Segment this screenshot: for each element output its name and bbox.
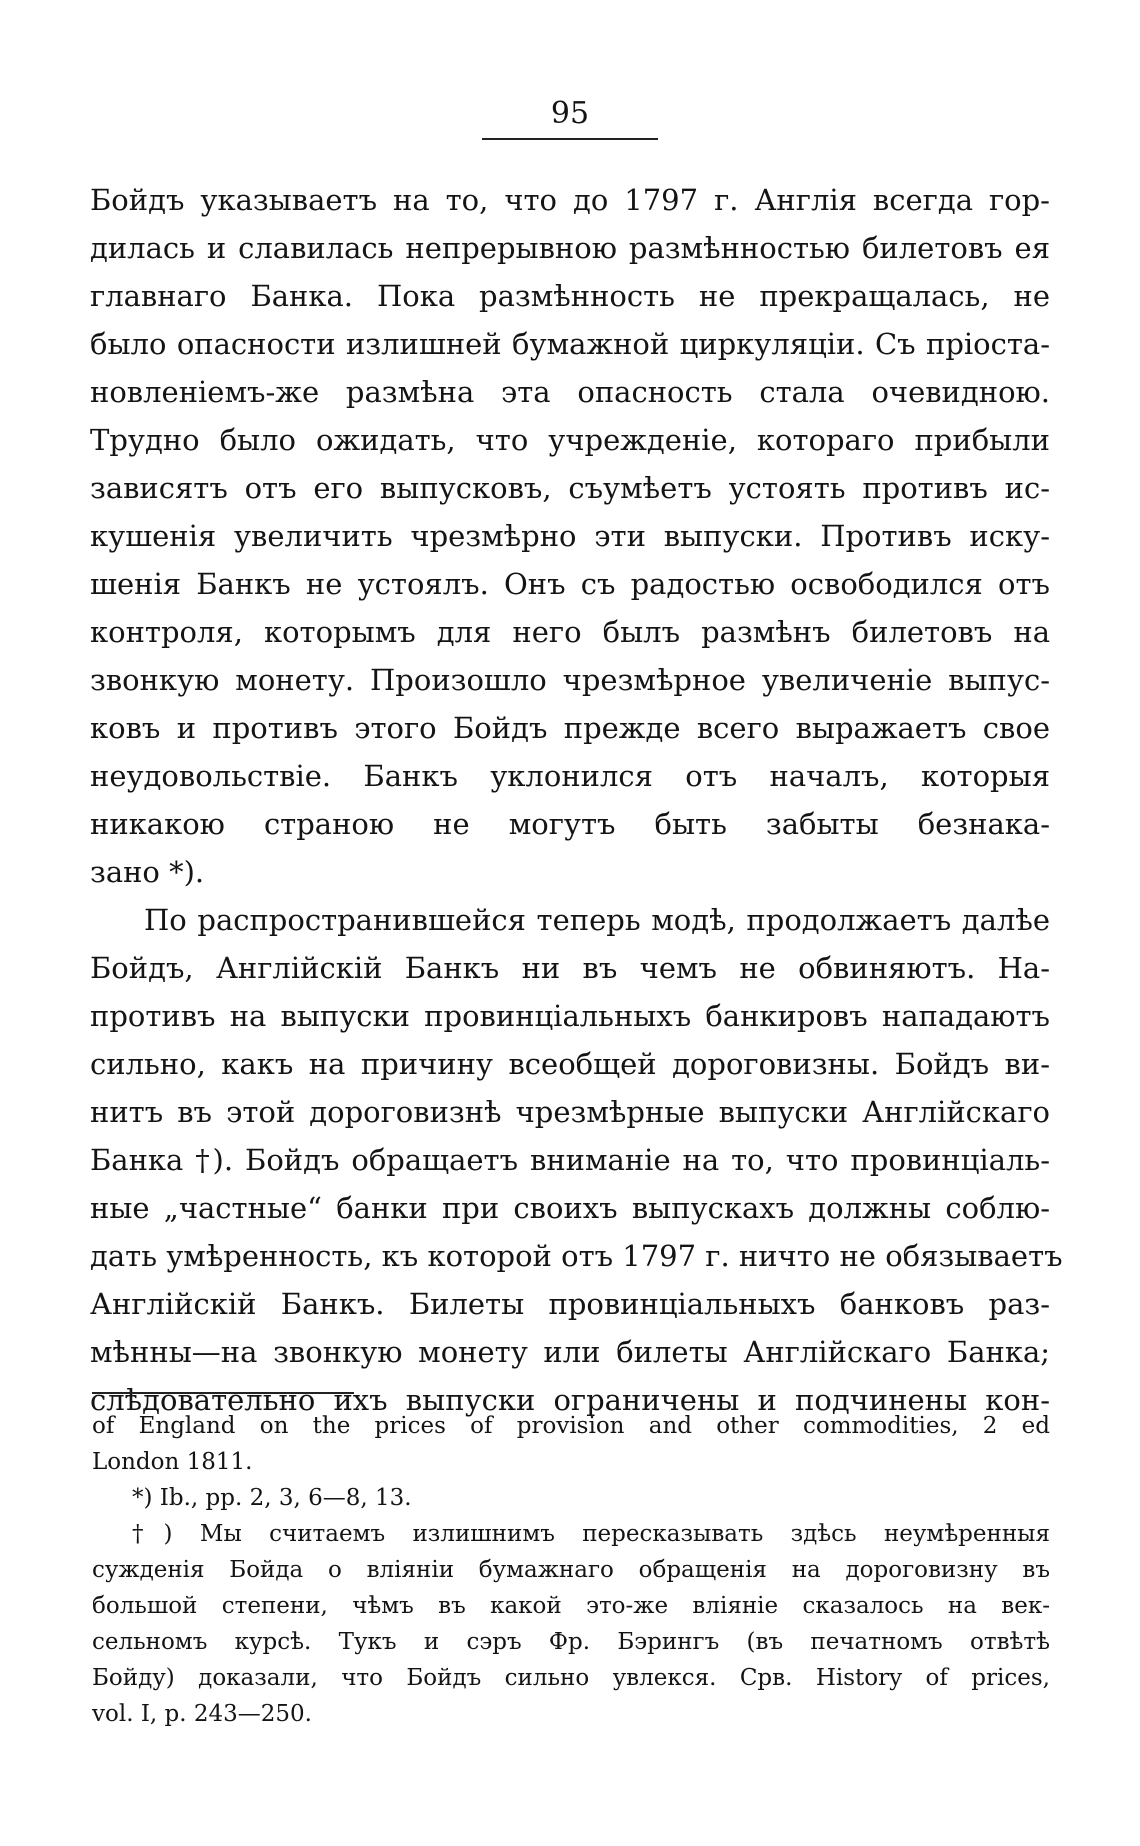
text-line: Трудно было ожидать, что учрежденіе, котораго прибыли xyxy=(90,423,1050,457)
text-line: новленіемъ-же размѣна эта опасность стала очевидною. xyxy=(90,375,1050,409)
text-line: ные „частные“ банки при своихъ выпускахъ должны соблю- xyxy=(90,1191,1050,1225)
footnote-separator xyxy=(92,1392,354,1394)
footnote-line: of England on the prices of provision and other commodities, 2 ed xyxy=(92,1413,1050,1439)
footnote-line: vol. I, p. 243—250. xyxy=(92,1701,312,1727)
header-rule xyxy=(482,138,658,140)
text-line: ковъ и противъ этого Бойдъ прежде всего выражаетъ свое xyxy=(90,711,1050,745)
text-line: Англійскій Банкъ. Билеты провинціальныхъ банковъ раз- xyxy=(90,1287,1050,1321)
text-line: Банка †). Бойдъ обращаетъ вниманіе на то, что провинціаль- xyxy=(90,1143,1050,1177)
main-text xyxy=(90,176,1063,1424)
text-line: противъ на выпуски провинціальныхъ банкировъ нападаютъ xyxy=(90,999,1050,1033)
footnote-line: †) Мы считаемъ излишнимъ пересказывать здѣсь неумѣренныя xyxy=(132,1521,1050,1547)
text-line: шенія Банкъ не устоялъ. Онъ съ радостью освободился отъ xyxy=(90,567,1050,601)
text-line: главнаго Банка. Пока размѣнность не прекращалась, не xyxy=(90,279,1050,313)
text-line: кушенія увеличить чрезмѣрно эти выпуски. Противъ иску- xyxy=(90,519,1050,553)
text-line: Бойдъ, Англійскій Банкъ ни въ чемъ не обвиняютъ. На- xyxy=(90,951,1050,985)
text-line: дилась и славилась непрерывною размѣнностью билетовъ ея xyxy=(90,231,1050,265)
page-number: 95 xyxy=(550,96,590,131)
text-line: контроля, которымъ для него былъ размѣнъ билетовъ на xyxy=(90,615,1050,649)
text-line: слѣдовательно ихъ выпуски ограничены и подчинены кон- xyxy=(90,1383,1050,1417)
footnote-line: сужденія Бойда о вліяніи бумажнаго обращенія на дороговизну въ xyxy=(92,1557,1050,1583)
text-line: сильно, какъ на причину всеобщей дороговизны. Бойдъ ви- xyxy=(90,1047,1050,1081)
footnotes xyxy=(92,1408,1050,1732)
text-line: нитъ въ этой дороговизнѣ чрезмѣрные выпуски Англійскаго xyxy=(90,1095,1050,1129)
text-line: мѣнны—на звонкую монету или билеты Англійскаго Банка; xyxy=(90,1335,1050,1369)
text-line: зано *). xyxy=(90,855,205,889)
footnote-line: Бойду) доказали, что Бойдъ сильно увлекся. Срв. History of prices, xyxy=(92,1665,1050,1691)
text-line: Бойдъ указываетъ на то, что до 1797 г. Англія всегда гор- xyxy=(90,183,1050,217)
footnote-line: *) Ib., pp. 2, 3, 6—8, 13. xyxy=(132,1485,412,1511)
text-line: было опасности излишней бумажной циркуляціи. Съ пріоста- xyxy=(90,327,1050,361)
footnote-line: большой степени, чѣмъ въ какой это-же вліяніе сказалось на век- xyxy=(92,1593,1050,1619)
text-line: дать умѣренность, къ которой отъ 1797 г. ничто не обязываетъ xyxy=(90,1239,1063,1273)
footnote-line: London 1811. xyxy=(92,1449,253,1475)
text-line: По распространившейся теперь модѣ, продолжаетъ далѣе xyxy=(144,903,1050,937)
text-line: зависятъ отъ его выпусковъ, съумѣетъ устоять противъ ис- xyxy=(90,471,1050,505)
text-line: никакою страною не могутъ быть забыты безнака- xyxy=(90,807,1050,841)
text-line: звонкую монету. Произошло чрезмѣрное увеличеніе выпус- xyxy=(90,663,1050,697)
footnote-line: сельномъ курсѣ. Тукъ и сэръ Фр. Бэрингъ (въ печатномъ отвѣтѣ xyxy=(92,1629,1050,1655)
text-line: неудовольствіе. Банкъ уклонился отъ началъ, которыя xyxy=(90,759,1050,793)
